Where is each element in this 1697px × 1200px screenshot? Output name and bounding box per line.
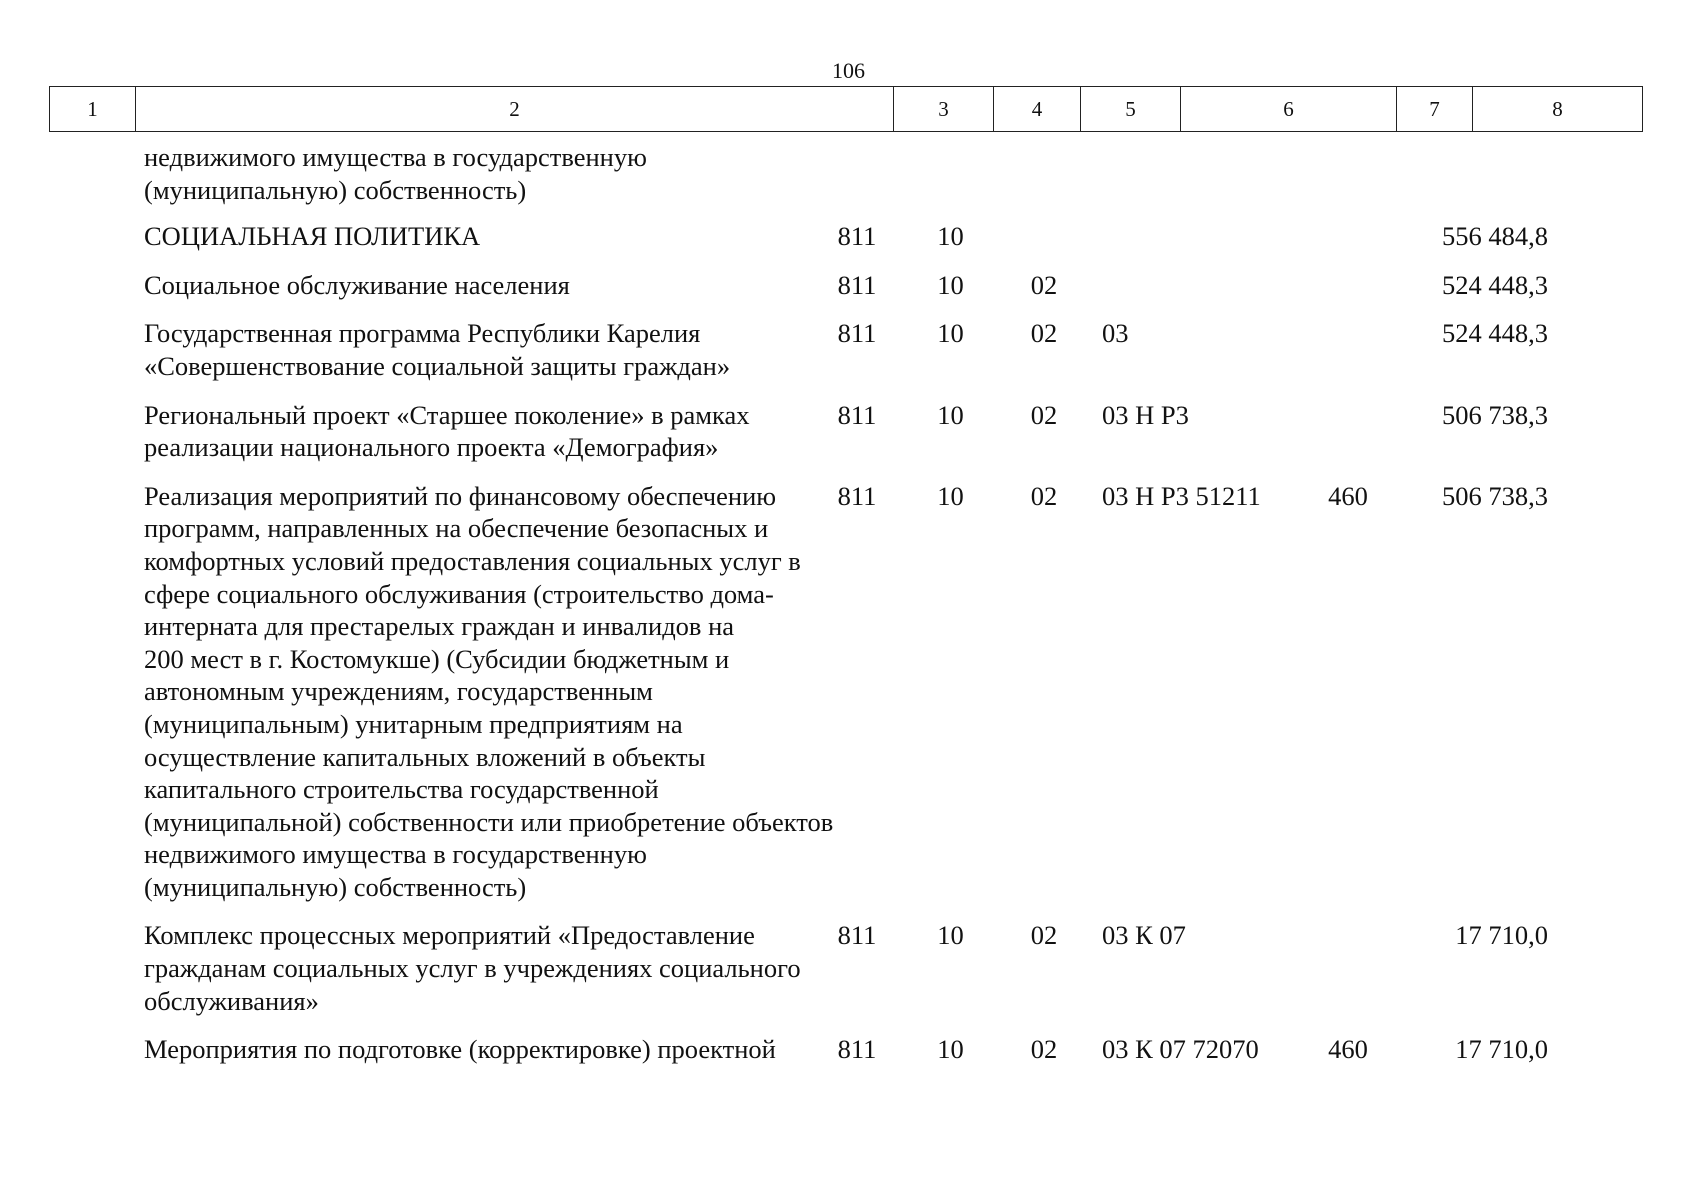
subsection-code: 02	[1030, 399, 1058, 430]
subsection-code: 02	[1030, 269, 1058, 300]
header-col-1: 1	[50, 87, 136, 132]
target-article-code: 03 Н Р3	[1102, 399, 1189, 430]
row-name-line: (муниципальной) собственности или приобретение объектов	[144, 806, 834, 837]
header-col-7: 7	[1397, 87, 1473, 132]
amount	[1386, 141, 1556, 206]
row-name	[49, 269, 807, 302]
row-name-line: 200 мест в г. Костомукше) (Субсидии бюджетным и	[144, 643, 730, 674]
row-name-line: программ, направленных на обеспечение безопасных и	[144, 513, 769, 544]
row-name	[49, 399, 807, 464]
header-col-4: 4	[994, 87, 1081, 132]
row-name	[49, 220, 807, 253]
amount: 524 448,3	[1442, 269, 1548, 300]
amount: 524 448,3	[1442, 318, 1548, 349]
header-col-5: 5	[1081, 87, 1181, 132]
row-name-line: Реализация мероприятий по финансовому обеспечению	[144, 480, 777, 511]
section-code: 10	[937, 221, 964, 252]
row-name	[49, 480, 834, 904]
header-row	[50, 87, 1643, 132]
ministry-code: 811	[837, 269, 877, 300]
ministry-code: 811	[837, 399, 877, 430]
ministry-code: 811	[837, 221, 877, 252]
row-name-line: (муниципальную) собственность)	[144, 174, 527, 205]
target-article-code: 03 К 07	[1102, 920, 1186, 951]
subsection-code: 02	[1030, 1034, 1058, 1065]
section-code: 10	[937, 1034, 964, 1065]
expense-type-code: 460	[1328, 480, 1368, 511]
section-code: 10	[937, 920, 964, 951]
subsection-code: 02	[1030, 920, 1058, 951]
target-article-code: 03	[1102, 318, 1129, 349]
amount: 506 738,3	[1442, 480, 1548, 511]
expense-type-code	[1310, 141, 1386, 206]
row-name-line: (муниципальным) унитарным предприятиям на	[144, 708, 683, 739]
row-name-line: Государственная программа Республики Карелия	[144, 318, 701, 349]
section-code: 10	[937, 318, 964, 349]
row-name	[49, 919, 807, 1017]
row-name-line: Региональный проект «Старшее поколение» в рамках	[144, 399, 750, 430]
row-name-line: гражданам социальных услуг в учреждениях социального	[144, 953, 801, 984]
table-row	[49, 269, 1645, 302]
header-col-6: 6	[1181, 87, 1397, 132]
target-article-code	[1094, 141, 1310, 206]
row-name-line: Комплекс процессных мероприятий «Предоставление	[144, 920, 755, 951]
row-name-line: Социальное обслуживание населения	[144, 269, 570, 300]
ministry-code: 811	[837, 480, 877, 511]
ministry-code: 811	[837, 1034, 877, 1065]
row-name-line: «Совершенствование социальной защиты граждан»	[144, 350, 731, 381]
row-name-line: комфортных условий предоставления социальных услуг в	[144, 545, 801, 576]
expense-type-code	[1310, 220, 1386, 253]
amount: 17 710,0	[1455, 1034, 1548, 1065]
target-article-code	[1094, 269, 1310, 302]
expense-type-code	[1310, 269, 1386, 302]
header-col-8: 8	[1473, 87, 1643, 132]
expense-type-code	[1310, 317, 1386, 382]
row-name-line: интерната для престарелых граждан и инвалидов на	[144, 611, 735, 642]
section-code: 10	[937, 480, 964, 511]
row-name-line: недвижимого имущества в государственную	[144, 142, 647, 172]
header-col-2: 2	[136, 87, 894, 132]
ministry-code	[807, 141, 907, 206]
row-name	[49, 141, 807, 206]
row-name-line: обслуживания»	[144, 985, 319, 1016]
ministry-code: 811	[837, 920, 877, 951]
page-number: 106	[832, 58, 865, 83]
amount: 17 710,0	[1455, 920, 1548, 951]
table-row	[49, 480, 1645, 904]
target-article-code: 03 Н Р3 51211	[1102, 480, 1261, 511]
subsection-code: 02	[1030, 318, 1058, 349]
row-name-line: реализации национального проекта «Демография»	[144, 432, 719, 463]
table-row	[49, 317, 1645, 382]
expense-type-code: 460	[1328, 1034, 1368, 1065]
target-article-code	[1094, 220, 1310, 253]
row-name-line: автономным учреждениям, государственным	[144, 676, 653, 707]
subsection-code	[994, 220, 1094, 253]
subsection-code: 02	[1030, 480, 1058, 511]
amount: 556 484,8	[1442, 221, 1548, 252]
expense-type-code	[1310, 919, 1386, 1017]
table-row	[49, 1033, 1645, 1066]
row-name	[49, 1033, 807, 1066]
expense-type-code	[1310, 399, 1386, 464]
row-name-line: СОЦИАЛЬНАЯ ПОЛИТИКА	[144, 221, 481, 252]
table-row	[49, 399, 1645, 464]
table-row	[49, 919, 1645, 1017]
section-code: 10	[937, 399, 964, 430]
row-name	[49, 317, 807, 382]
table-row	[49, 141, 1645, 206]
budget-rows	[49, 141, 1645, 1082]
column-header-table	[49, 86, 1643, 132]
subsection-code	[994, 141, 1094, 206]
row-name-line: Мероприятия по подготовке (корректировке) проектной	[144, 1034, 776, 1065]
row-name-line: сфере социального обслуживания (строительство дома-	[144, 578, 774, 609]
header-col-3: 3	[894, 87, 994, 132]
target-article-code: 03 К 07 72070	[1102, 1034, 1259, 1065]
ministry-code: 811	[837, 318, 877, 349]
table-row	[49, 220, 1645, 253]
amount: 506 738,3	[1442, 399, 1548, 430]
row-name-line: капитального строительства государственной	[144, 774, 659, 805]
row-name-line: (муниципальную) собственность)	[144, 871, 527, 902]
section-code: 10	[937, 269, 964, 300]
section-code	[907, 141, 994, 206]
row-name-line: осуществление капитальных вложений в объекты	[144, 741, 706, 772]
row-name-line: недвижимого имущества в государственную	[144, 839, 647, 870]
